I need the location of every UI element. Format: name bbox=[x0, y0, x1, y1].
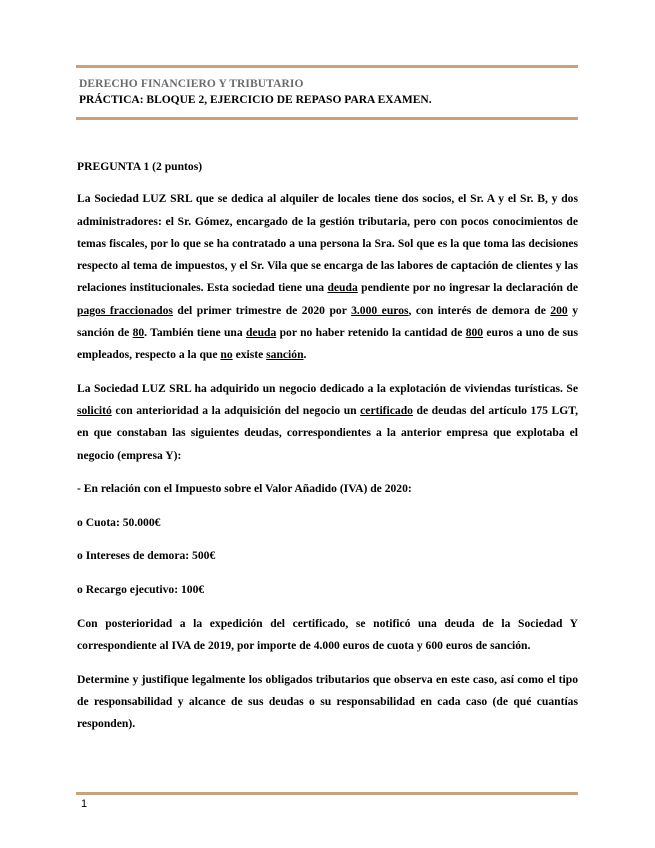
underlined-term: sanción bbox=[266, 348, 304, 362]
paragraph-iva-intro: - En relación con el Impuesto sobre el Valor Añadido (IVA) de 2020: bbox=[77, 481, 412, 495]
paragraph-case-description: La Sociedad LUZ SRL que se dedica al alquiler de locales tiene dos socios, el Sr. A y el Sr. B, y dos administradores: el Sr. Gómez, encargado de la gestión tributaria, pero con pocos conocimientos de temas fiscales, por lo que se ha contratado a una persona la Sra. Sol que es la que toma las decisiones respecto al tema de impuestos, y el Sr. Vila que se encarga de las labores de captación de clientes y las relaciones institucionales. Esta sociedad tiene una deuda pendiente por no ingresar la declaración de pagos fraccionados del primer trimestre de 2020 por 3.000 euros, con interés de demora de 200 y sanción de 80. También tiene una deuda por no haber retenido la cantidad de 800 euros a uno de sus empleados, respecto a la que no existe sanción. bbox=[77, 192, 579, 362]
question-title: PREGUNTA 1 (2 puntos) bbox=[77, 160, 203, 173]
course-title: DERECHO FINANCIERO Y TRIBUTARIO bbox=[79, 78, 304, 90]
page-number: 1 bbox=[81, 798, 88, 810]
paragraph-later-debt: Con posterioridad a la expedición del certificado, se notificó una deuda de la Sociedad Y correspondiente al IVA de 2019, por importe de 4.000 euros de cuota y 600 euros de sanción. bbox=[77, 617, 578, 653]
underlined-term: 80 bbox=[132, 326, 145, 340]
underlined-term: deuda bbox=[327, 281, 358, 295]
header-bottom-rule bbox=[76, 117, 578, 120]
document-body bbox=[77, 156, 578, 747]
practice-title: PRÁCTICA: BLOQUE 2, EJERCICIO DE REPASO PARA EXAMEN. bbox=[79, 94, 432, 106]
list-item: o Recargo ejecutivo: 100€ bbox=[77, 583, 205, 597]
paragraph-acquisition: La Sociedad LUZ SRL ha adquirido un negocio dedicado a la explotación de viviendas turísticas. Se solicitó con anterioridad a la adquisición del negocio un certificado de deudas del artículo 175 LGT, en que constaban las siguientes deudas, correspondientes a la anterior empresa que explotaba el negocio (empresa Y): bbox=[77, 381, 578, 462]
header-top-rule bbox=[76, 65, 578, 68]
paragraph-task: Determine y justifique legalmente los obligados tributarios que observa en este caso, así como el tipo de responsabilidad y alcance de sus deudas o su responsabilidad en cada caso (de qué cuantías responden). bbox=[77, 672, 578, 731]
underlined-term: 800 bbox=[465, 326, 484, 340]
list-item: o Intereses de demora: 500€ bbox=[77, 549, 216, 563]
underlined-term: certificado bbox=[360, 403, 413, 417]
underlined-term: 3.000 euros bbox=[351, 303, 409, 317]
underlined-term: solicitó bbox=[77, 403, 112, 417]
underlined-term: deuda bbox=[245, 326, 277, 340]
underlined-term: 200 bbox=[550, 303, 568, 317]
underlined-term: pagos fraccionados bbox=[77, 303, 173, 317]
footer-rule bbox=[76, 792, 578, 795]
list-item: o Cuota: 50.000€ bbox=[77, 515, 161, 529]
underlined-term: no bbox=[220, 348, 233, 362]
